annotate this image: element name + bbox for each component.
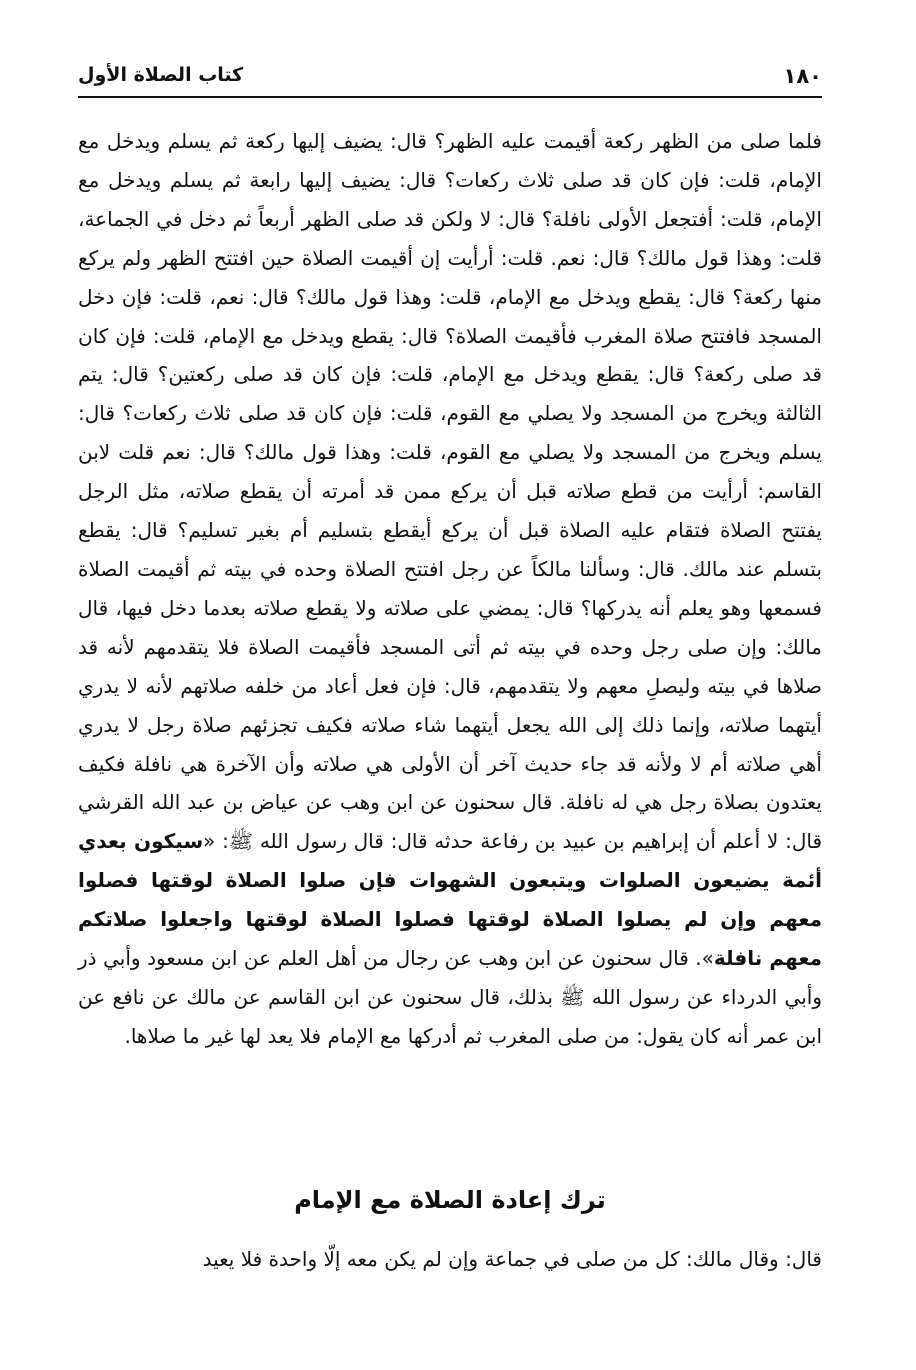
paragraph-text: فلما صلى من الظهر ركعة أقيمت عليه الظهر؟ قال: يضيف إليها ركعة ثم يسلم ويدخل مع الإمام، قلت: فإن كان قد صلى ثلاث ركعات؟ قال: يضيف إليها رابعة ثم يسلم ويدخل مع الإمام، قلت: أفتجعل الأولى نافلة؟ قال: لا ولكن قد صلى الظهر أربعاً ثم دخل في الجماعة، قلت: وهذا قول مالك؟ قال: نعم. قلت: أرأيت إن أقيمت الصلاة حين افتتح الظهر ولم يركع منها ركعة؟ قال: يقطع ويدخل مع الإمام، قلت: وهذا قول مالك؟ قال: نعم، قلت: فإن دخل المسجد فافتتح صلاة المغرب فأقيمت الصلاة؟ قال: يقطع ويدخل مع الإمام، قلت: فإن كان قد صلى ركعة؟ قال: يقطع ويدخل مع الإمام، قلت: فإن كان قد صلى ركعتين؟ قال: يتم الثالثة ويخرج من المسجد ولا يصلي مع القوم، قلت: فإن كان قد صلى ثلاث ركعات؟ قال: يسلم ويخرج من المسجد ولا يصلي مع القوم، قلت: وهذا قول مالك؟ قال: نعم قلت لابن القاسم: أرأيت من قطع صلاته قبل أن يركع ممن قد أمرته أن يقطع صلاته، مثل الرجل يفتتح الصلاة فتقام عليه الصلاة قبل أن يركع أيقطع بتسليم أم بغير تسليم؟ قال: يقطع بتسلم عند مالك. قال: وسألنا مالكاً عن رجل افتتح الصلاة وحده في بيته ثم أقيمت الصلاة فسمعها وهو يعلم أنه يدركها؟ قال: يمضي على صلاته ولا يقطع صلاته بعدما دخل فيها، قال مالك: وإن صلى رجل وحده في بيته ثم أتى المسجد فأقيمت الصلاة فلا يتقدمهم لأنه قد صلاها في بيته وليصلِ معهم ولا يتقدمهم، قال: فإن فعل أعاد من خلفه صلاتهم لأنه لا يدري أيتهما صلاته، وإنما ذلك إلى الله يجعل أيتهما شاء صلاته فكيف تجزئهم صلاة رجل لا يدري أهي صلاته أم لا ولأنه قد جاء حديث آخر أن الأولى هي صلاته وأن الآخرة هي نافلة فكيف يعتدون بصلاة رجل هي له نافلة. قال سحنون عن ابن وهب عن عياض بن عبد الله القرشي قال: لا أعلم أن إبراهيم بن عبيد بن رفاعة حدثه قال: قال رسول الله ﷺ: « bbox=[78, 129, 823, 854]
page-number: ١٨٠ bbox=[783, 64, 822, 88]
hadith-quote: سيكون بعدي أئمة يضيعون الصلوات ويتبعون الشهوات فإن صلوا الصلاة لوقتها فصلوا معهم وإن لم يصلوا الصلاة لوقتها فصلوا الصلاة لوقتها واجعلوا صلاتكم معهم نافلة bbox=[78, 829, 822, 971]
paragraph-text-end: ». قال سحنون عن ابن وهب عن رجال من أهل العلم عن ابن مسعود وأبي ذر وأبي الدرداء عن رسول الله ﷺ بذلك، قال سحنون عن ابن القاسم عن مالك عن نافع عن ابن عمر أنه كان يقول: من صلى المغرب ثم أدركها مع الإمام فلا يعد لها غير ما صلاها. bbox=[78, 946, 822, 1048]
page-header bbox=[78, 62, 822, 98]
section-body bbox=[78, 1240, 822, 1279]
section-paragraph: قال: وقال مالك: كل من صلى في جماعة وإن لم يكن معه إلّا واحدة فلا يعيد bbox=[202, 1247, 822, 1271]
main-paragraph bbox=[78, 122, 822, 1056]
section-heading: ترك إعادة الصلاة مع الإمام bbox=[294, 1186, 606, 1214]
book-title: كتاب الصلاة الأول bbox=[78, 64, 244, 86]
main-text-block bbox=[78, 122, 822, 1056]
